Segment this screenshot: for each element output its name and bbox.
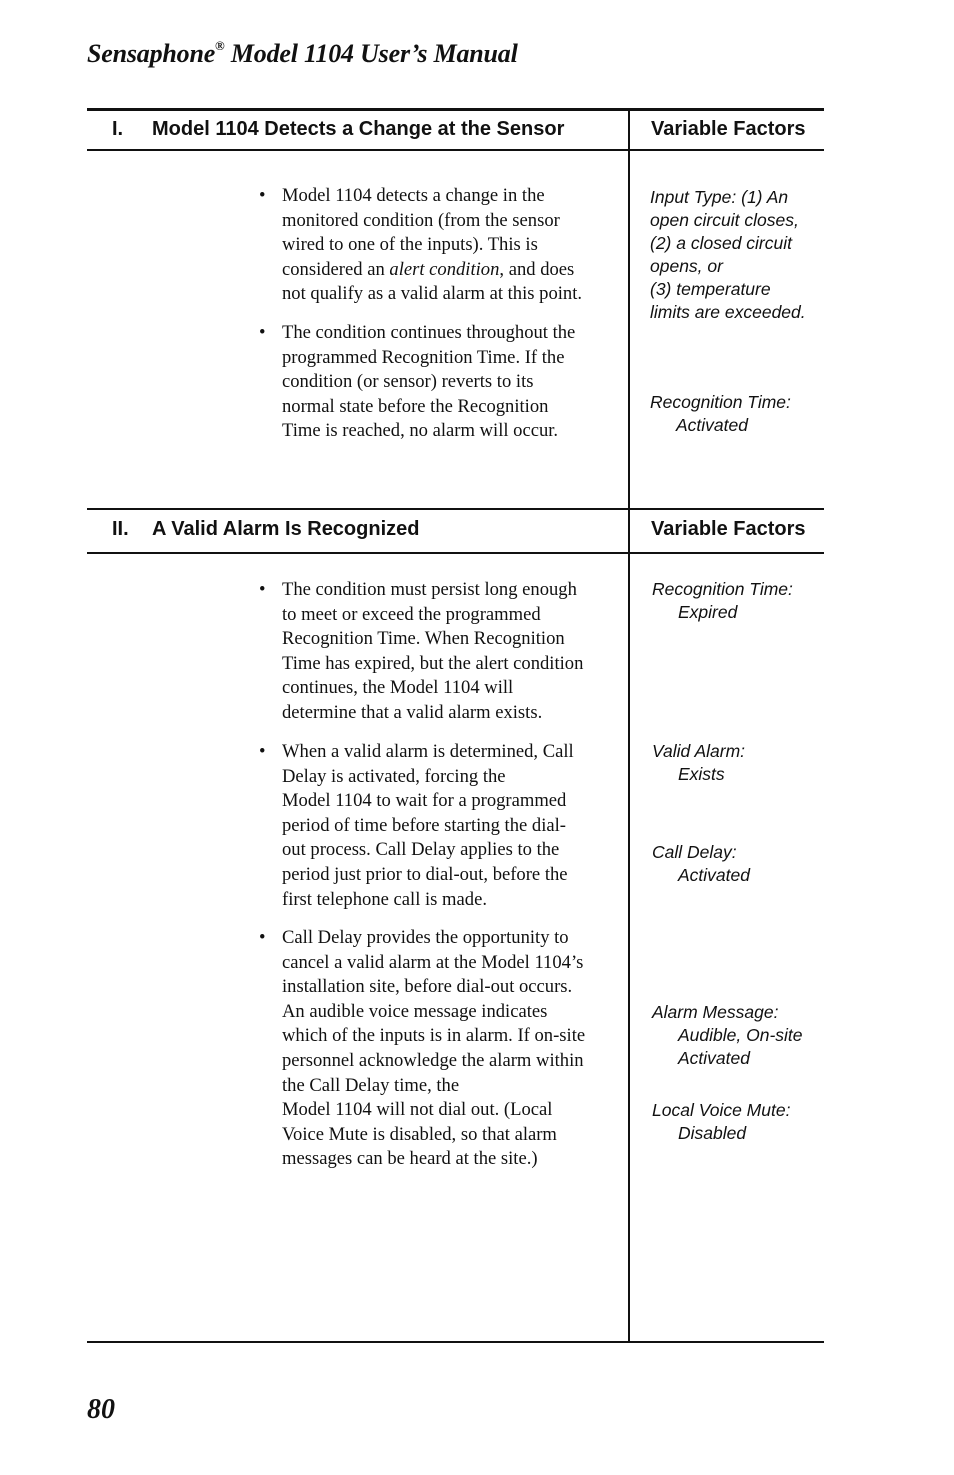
text-line: installation site, before dial-out occurs. xyxy=(282,976,573,998)
text-line: Recognition Time. When Recognition xyxy=(282,628,565,650)
text-line: the Call Delay time, the xyxy=(282,1074,460,1096)
text-line: monitored condition (from the sensor xyxy=(282,209,560,231)
bullet-marker: • xyxy=(259,322,266,343)
section1-variable-factors-heading: Variable Factors xyxy=(651,118,806,140)
section1-header-rule xyxy=(87,149,824,151)
text-line: Time is reached, no alarm will occur. xyxy=(282,420,559,442)
bullet-marker: • xyxy=(259,185,266,206)
table-top-rule xyxy=(87,108,824,111)
text-line: which of the inputs is in alarm. If on-site xyxy=(282,1025,586,1047)
factor-recognition-expired xyxy=(652,578,793,624)
text-line: normal state before the Recognition xyxy=(282,395,549,417)
factor-value: Activated xyxy=(678,865,750,885)
text-line: Delay is activated, forcing the xyxy=(282,765,506,787)
page-number: 80 xyxy=(87,1394,115,1425)
text-line: An audible voice message indicates xyxy=(282,1000,548,1022)
text-line: Call Delay provides the opportunity to xyxy=(282,927,569,948)
factor-line: (2) a closed circuit xyxy=(650,233,792,253)
factor-value: Activated xyxy=(678,1048,750,1068)
text-line: to meet or exceed the programmed xyxy=(282,603,541,625)
factor-input-type xyxy=(650,186,806,324)
text-line: continues, the Model 1104 will xyxy=(282,677,514,699)
text-line: The condition continues throughout the xyxy=(282,322,576,343)
section1-number: I. xyxy=(112,118,124,140)
factor-local-voice-mute xyxy=(652,1099,790,1145)
text-line xyxy=(282,258,627,283)
text-line: first telephone call is made. xyxy=(282,888,487,910)
column-divider xyxy=(628,110,630,1342)
factor-label: Call Delay: xyxy=(652,842,737,862)
section2-header-rule xyxy=(87,552,824,554)
text-line: Time has expired, but the alert condition xyxy=(282,652,584,674)
bullet-text xyxy=(282,740,627,912)
bullet-text xyxy=(282,184,627,307)
alert-condition-term: alert condition xyxy=(389,258,500,280)
text-line: Model 1104 will not dial out. (Local xyxy=(282,1099,553,1121)
section1-heading xyxy=(0,118,954,144)
text-line: programmed Recognition Time. If the xyxy=(282,346,565,368)
factor-recognition-activated xyxy=(650,391,791,437)
bullet-marker: • xyxy=(259,579,266,600)
factor-label: Recognition Time: xyxy=(650,392,791,412)
section2-top-rule xyxy=(87,508,824,510)
registered-mark: ® xyxy=(215,38,225,53)
section2-title: A Valid Alarm Is Recognized xyxy=(152,518,420,540)
factor-alarm-message xyxy=(652,1001,803,1070)
factor-value: Disabled xyxy=(678,1123,747,1143)
factor-line: open circuit closes, xyxy=(650,210,799,230)
bullet-marker: • xyxy=(259,927,266,948)
factor-valid-alarm xyxy=(652,740,745,786)
factor-label: Alarm Message: xyxy=(652,1002,779,1022)
text-line: personnel acknowledge the alarm within xyxy=(282,1049,584,1071)
text-line: messages can be heard at the site.) xyxy=(282,1148,538,1170)
factor-line: Input Type: (1) An xyxy=(650,187,789,207)
section1-title: Model 1104 Detects a Change at the Sensor xyxy=(152,118,565,140)
bullet-text xyxy=(282,321,627,444)
factor-label: Local Voice Mute: xyxy=(652,1100,791,1120)
page-header xyxy=(87,38,518,69)
header-rest: Model 1104 User’s Manual xyxy=(224,39,518,68)
text-line: period of time before starting the dial- xyxy=(282,814,566,836)
factor-line: (3) temperature xyxy=(650,279,771,299)
table-bottom-rule xyxy=(87,1341,824,1343)
factor-label: Valid Alarm: xyxy=(652,741,746,761)
text-line: determine that a valid alarm exists. xyxy=(282,701,543,723)
factor-line: opens, or xyxy=(650,256,723,276)
text-line: wired to one of the inputs). This is xyxy=(282,234,538,256)
section2-variable-factors-heading: Variable Factors xyxy=(651,518,806,540)
text-line: not qualify as a valid alarm at this point. xyxy=(282,283,583,305)
bullet-text xyxy=(282,926,627,1172)
text-line: Model 1104 detects a change in the xyxy=(282,185,545,206)
section2-number: II. xyxy=(112,518,129,540)
text-fragment: considered an xyxy=(282,258,390,280)
text-line: cancel a valid alarm at the Model 1104’s xyxy=(282,951,584,973)
text-line: condition (or sensor) reverts to its xyxy=(282,371,534,393)
factor-line: limits are exceeded. xyxy=(650,302,806,322)
section2-heading xyxy=(0,518,954,544)
text-line: period just prior to dial-out, before the xyxy=(282,863,568,885)
text-fragment: , and does xyxy=(499,258,575,280)
text-line: Model 1104 to wait for a programmed xyxy=(282,790,567,812)
bullet-marker: • xyxy=(259,741,266,762)
factor-value: Exists xyxy=(678,764,725,784)
factor-value: Activated xyxy=(676,415,748,435)
text-line: The condition must persist long enough xyxy=(282,579,577,600)
bullet-text xyxy=(282,578,627,726)
factor-call-delay xyxy=(652,841,750,887)
text-line: out process. Call Delay applies to the xyxy=(282,839,560,861)
factor-label: Recognition Time: xyxy=(652,579,793,599)
header-brand: Sensaphone xyxy=(87,39,216,68)
text-line: When a valid alarm is determined, Call xyxy=(282,741,574,762)
factor-value: Expired xyxy=(678,602,738,622)
factor-value: Audible, On-site xyxy=(678,1025,803,1045)
text-line: Voice Mute is disabled, so that alarm xyxy=(282,1123,557,1145)
